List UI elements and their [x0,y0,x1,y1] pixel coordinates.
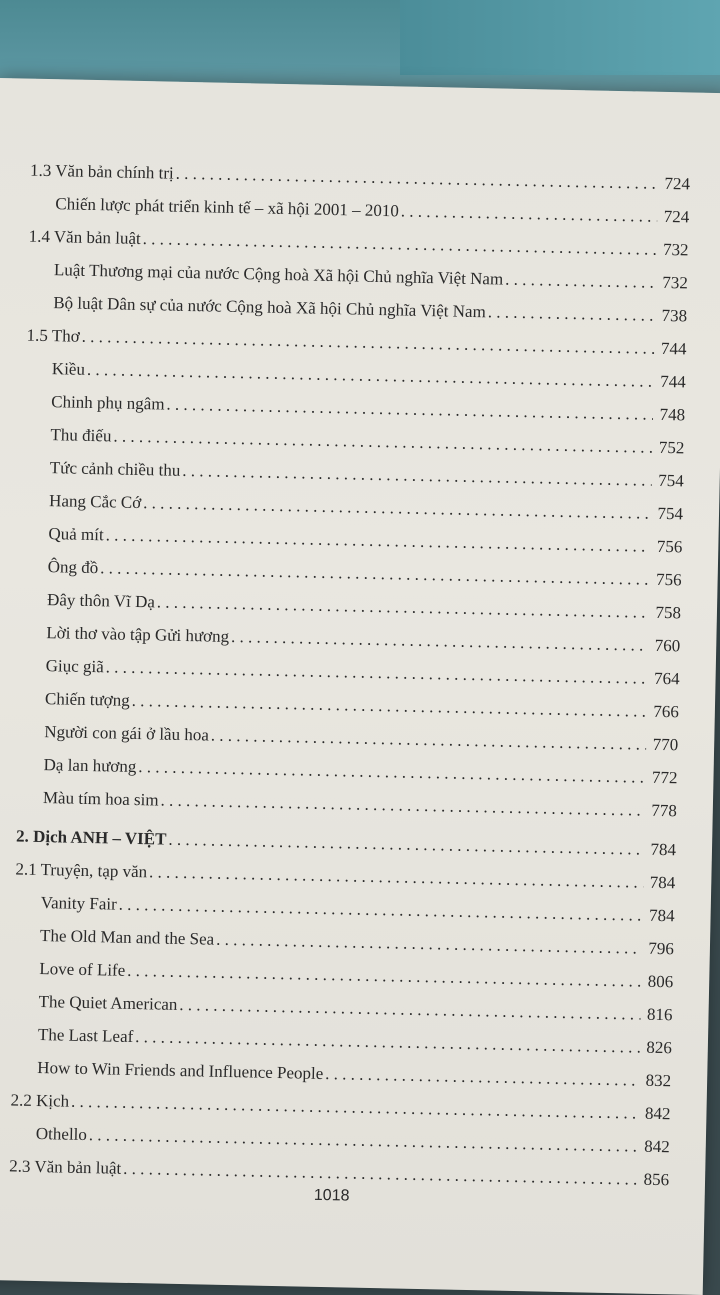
dot-leader [113,426,652,457]
toc-entry-page: 856 [643,1169,670,1190]
dot-leader [505,270,656,293]
book-page [0,78,720,1295]
toc-entry-page: 778 [651,800,678,821]
toc-entry-page: 754 [657,503,684,524]
toc-entry-page: 772 [651,767,678,788]
toc-entry-page: 748 [659,404,686,425]
toc-entry-page: 842 [644,1136,670,1157]
dot-leader [143,493,651,524]
toc-entry-title: Luật Thương mại của nước Cộng hoà Xã hội Chủ nghĩa Việt Nam [53,260,504,289]
dot-leader [119,895,643,926]
toc-entry-page: 752 [658,437,685,458]
toc-entry-page: 770 [652,734,679,755]
toc-entry-title: The Quiet American [38,992,178,1014]
toc-entry-page: 842 [644,1103,671,1124]
toc-entry-page: 760 [654,635,681,656]
toc-entry-page: 754 [658,470,684,491]
toc-entry-title: Ông đồ [47,557,99,578]
dot-leader [179,995,641,1025]
dot-leader [149,862,644,892]
toc-entry-title: Đây thôn Vĩ Dạ [46,590,156,612]
toc-entry-page: 826 [646,1037,673,1058]
toc-entry-page: 816 [646,1004,673,1025]
toc-entry-title: Giục giã [45,656,104,677]
toc-entry-title: Quả mít [48,524,104,545]
toc-entry-page: 806 [647,971,674,992]
toc-entry-page: 724 [663,206,690,227]
toc-entry-title: Love of Life [39,959,126,980]
toc-entry-page: 796 [648,938,675,959]
toc-entry-title: Othello [35,1123,88,1145]
dot-leader [132,691,648,722]
toc-entry-page: 756 [656,536,683,557]
dot-leader [216,930,642,959]
toc-entry-title: Người con gái ở lầu hoa [44,722,210,745]
dot-leader [488,302,656,326]
dot-leader [182,461,652,491]
dot-leader [176,164,659,194]
dot-leader [135,1027,640,1058]
page-number: 1018 [313,1186,350,1205]
toc-entry-title: Kiều [51,359,86,379]
dot-leader [168,830,644,860]
toc-entry-title: Thu điếu [50,425,112,446]
toc-entry-page: 732 [662,272,689,293]
toc-entry-title: 2.1 Truyện, tạp văn [15,859,148,882]
toc-entry-title: The Last Leaf [37,1025,134,1046]
toc-entry-title: 2. Dịch ANH – VIỆT [15,826,167,849]
toc-entry-page: 766 [653,701,680,722]
toc-entry-page: 832 [645,1070,672,1091]
toc-entry-title: 2.2 Kịch [10,1090,70,1111]
toc-entry-page: 758 [655,602,682,623]
dot-leader [138,757,646,788]
toc-entry-title: Lời thơ vào tập Gửi hương [46,623,230,646]
toc-entry-page: 756 [655,569,682,590]
toc-entry-title: Hang Cắc Cớ [48,491,142,513]
dot-leader [123,1159,637,1190]
toc-entry-title: 1.5 Thơ [26,325,80,346]
toc-entry-page: 784 [648,905,675,926]
dot-leader [211,726,647,755]
toc-entry-title: Tức cảnh chiều thu [49,458,181,480]
toc-entry-title: 2.3 Văn bản luật [9,1156,122,1178]
toc-entry-title: Bộ luật Dân sự của nước Cộng hoà Xã hội Chủ nghĩa Việt Nam [53,293,487,322]
dot-leader [143,229,657,260]
toc-entry-page: 744 [660,371,686,392]
dot-leader [160,791,645,821]
toc-entry-title: Dạ lan hương [43,755,137,777]
dot-leader [106,657,648,688]
dot-leader [157,592,649,622]
dot-leader [231,627,649,656]
toc-entry-title: The Old Man and the Sea [39,926,215,949]
toc-entry-page: 784 [650,839,677,860]
toc-entry-page: 732 [662,239,689,260]
toc-entry-title: Vanity Fair [40,893,117,914]
dot-leader [127,961,641,992]
toc-entry-page: 784 [649,872,676,893]
toc-entry-title: Chiến lược phát triển kinh tế – xã hội 2001 – 2010 [55,194,400,221]
dot-leader [166,395,653,425]
toc-entry-title: How to Win Friends and Influence People [37,1058,324,1083]
toc-entry-title: 1.3 Văn bản chính trị [29,160,174,183]
dot-leader [325,1064,639,1091]
toc-entry-page: 738 [661,305,688,326]
dot-leader [401,201,658,226]
toc-entry-title: Chiến tượng [44,689,130,710]
toc-entry-title: 1.4 Văn bản luật [28,226,141,248]
toc-entry-page: 764 [653,668,680,689]
toc-entry-page: 744 [660,338,687,359]
toc-entry-title: Chinh phụ ngâm [51,392,165,414]
toc-entry-page: 724 [664,173,691,194]
toc-entry-title: Màu tím hoa sim [42,788,159,810]
